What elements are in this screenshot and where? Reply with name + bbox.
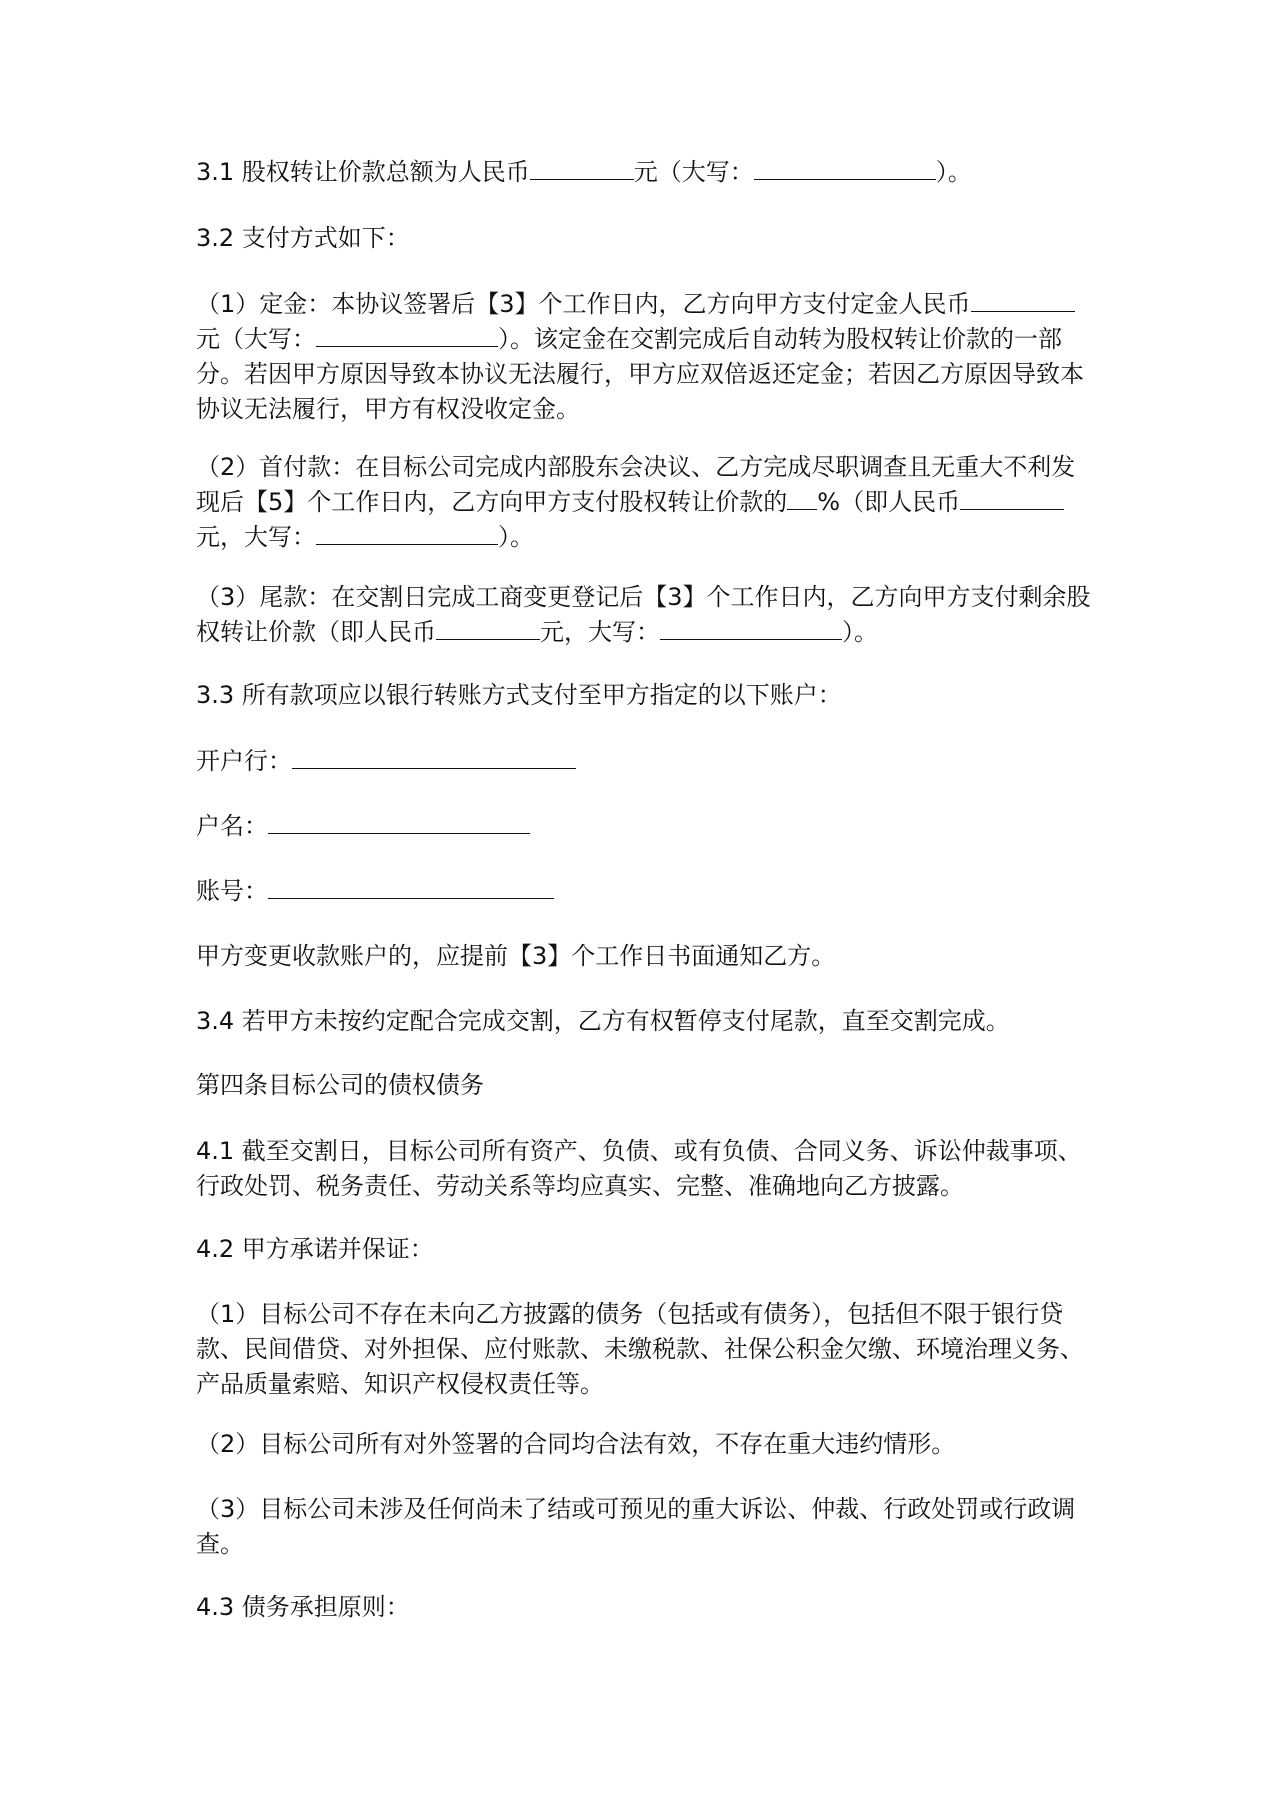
clause-3-2-3: （3）尾款：在交割日完成工商变更登记后【3】个工作日内，乙方向甲方支付剩余股权转让价款（即人民币 元，大写： ）。	[196, 583, 1091, 646]
first-payment-blank[interactable]	[960, 487, 1064, 510]
price-blank[interactable]	[530, 157, 634, 180]
clause-3-1: 3.1 股权转让价款总额为人民币 元（大写： ）。	[196, 158, 972, 186]
first-payment-uppercase-blank[interactable]	[316, 522, 498, 545]
clause-4-2-3: （3）目标公司未涉及任何尚未了结或可预见的重大诉讼、仲裁、行政处罚或行政调查。	[196, 1495, 1076, 1558]
final-payment-blank[interactable]	[436, 617, 540, 640]
clause-4-2-2: （2）目标公司所有对外签署的合同均合法有效，不存在重大违约情形。	[196, 1430, 956, 1458]
clause-4-3: 4.3 债务承担原则：	[196, 1593, 410, 1621]
bank-line: 开户行：	[196, 744, 1096, 779]
clause-3-4: 3.4 若甲方未按约定配合完成交割，乙方有权暂停支付尾款，直至交割完成。	[196, 1007, 1010, 1035]
deposit-blank[interactable]	[971, 289, 1075, 312]
account-number-blank[interactable]	[268, 876, 554, 899]
clause-3-2: 3.2 支付方式如下：	[196, 224, 410, 252]
account-line: 账号：	[196, 874, 1096, 909]
article-4-heading: 第四条目标公司的债权债务	[196, 1071, 484, 1099]
account-name-blank[interactable]	[268, 811, 530, 834]
clause-3-3: 3.3 所有款项应以银行转账方式支付至甲方指定的以下账户：	[196, 681, 842, 709]
bank-blank[interactable]	[292, 746, 576, 769]
name-line: 户名：	[196, 809, 1096, 844]
clause-4-2-1: （1）目标公司不存在未向乙方披露的债务（包括或有债务），包括但不限于银行贷款、民间借贷、对外担保、应付账款、未缴税款、社保公积金欠缴、环境治理义务、产品质量索赔、知识产权侵权责任等。	[196, 1300, 1084, 1398]
clause-3-2-1: （1）定金：本协议签署后【3】个工作日内，乙方向甲方支付定金人民币元（大写： ）。该定金在交割完成后自动转为股权转让价款的一部分。若因甲方原因导致本协议无法履行，甲方应双倍返还定金；若因乙方原因导致本协议无法履行，甲方有权没收定金。	[196, 290, 1084, 423]
account-change-notice: 甲方变更收款账户的，应提前【3】个工作日书面通知乙方。	[196, 942, 836, 970]
percent-blank[interactable]	[787, 487, 817, 510]
deposit-uppercase-blank[interactable]	[316, 324, 498, 347]
final-payment-uppercase-blank[interactable]	[660, 617, 842, 640]
clause-4-2: 4.2 甲方承诺并保证：	[196, 1235, 434, 1263]
clause-3-2-2: （2）首付款：在目标公司完成内部股东会决议、乙方完成尽职调查且无重大不利发现后【5】个工作日内，乙方向甲方支付股权转让价款的 %（即人民币元，大写： ）。	[196, 453, 1076, 551]
price-uppercase-blank[interactable]	[754, 157, 936, 180]
clause-4-1: 4.1 截至交割日，目标公司所有资产、负债、或有负债、合同义务、诉讼仲裁事项、行政处罚、税务责任、劳动关系等均应真实、完整、准确地向乙方披露。	[196, 1137, 1082, 1200]
